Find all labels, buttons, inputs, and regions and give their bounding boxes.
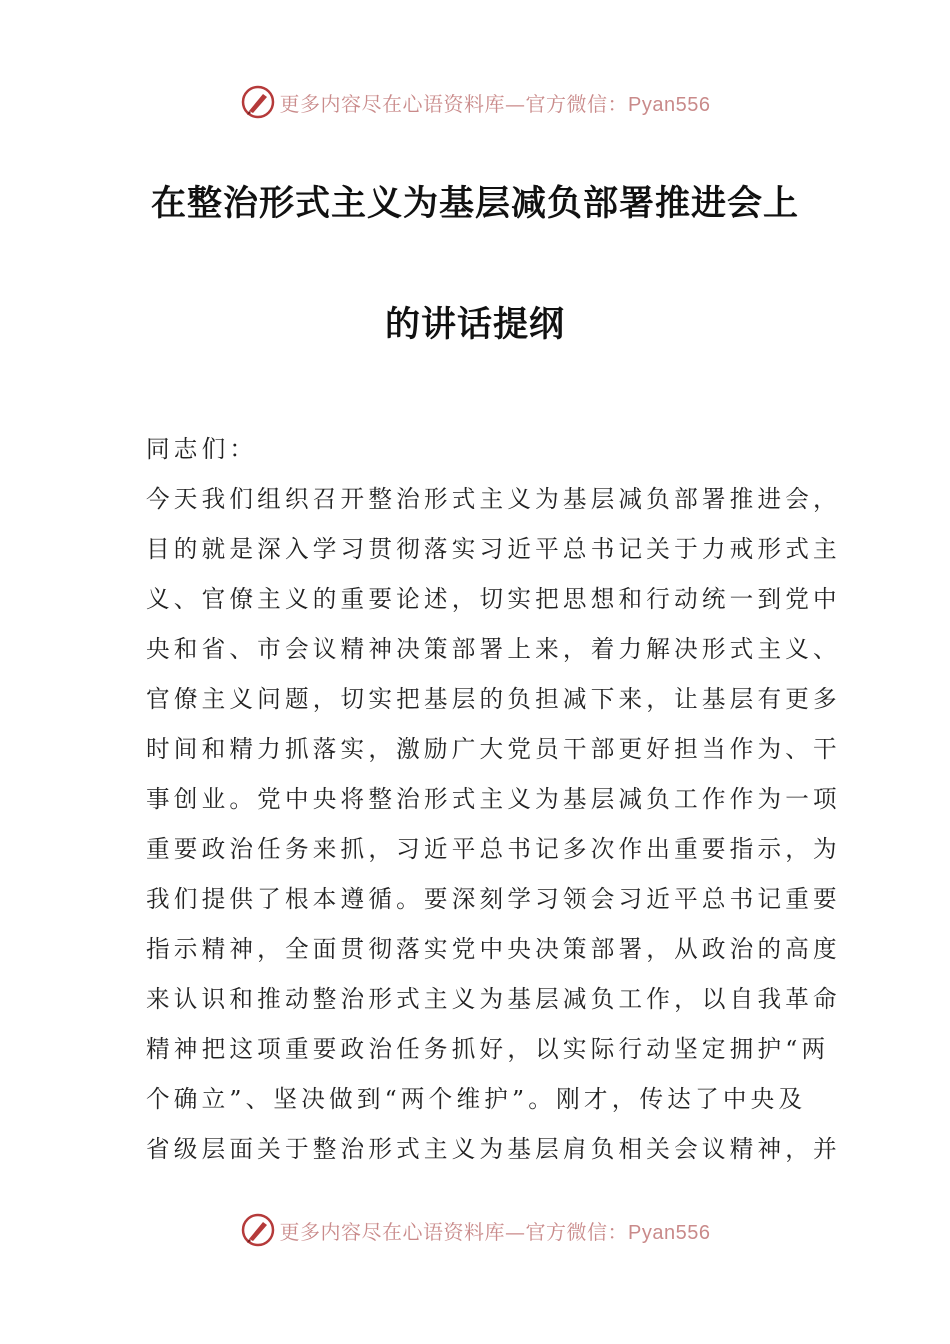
watermark-text [280,1216,711,1245]
paragraph-line: 义、官僚主义的重要论述，切实把思想和行动统一到党中 [146,585,841,613]
watermark-text [280,88,711,117]
paragraph-line: 指示精神，全面贯彻落实党中央决策部署，从政治的高度 [146,935,841,963]
paragraph-line: 事创业。党中央将整治形式主义为基层减负工作作为一项 [146,785,841,813]
watermark-label: 更多内容尽在心语资料库—官方微信： [279,1219,629,1244]
wechat-id: Pyan556 [628,1221,711,1244]
document-title-line-1: 在整治形式主义为基层减负部署推进会上 [150,184,799,224]
paragraph-line: 精神把这项重要政治任务抓好，以实际行动坚定拥护“两 [146,1035,830,1063]
pen-logo-icon [240,84,276,120]
body-paragraph [146,482,841,1182]
paragraph-line: 今天我们组织召开整治形式主义为基层减负部署推进会， [146,485,841,513]
watermark-label: 更多内容尽在心语资料库—官方微信： [279,91,629,116]
paragraph-line: 个确立”、坚决做到“两个维护”。刚才，传达了中央及 [146,1085,807,1113]
paragraph-line: 时间和精力抓落实，激励广大党员干部更好担当作为、干 [146,735,841,763]
paragraph-line: 重要政治任务来抓，习近平总书记多次作出重要指示，为 [146,835,841,863]
salutation: 同志们： [146,435,258,463]
paragraph-line: 官僚主义问题，切实把基层的负担减下来，让基层有更多 [146,685,841,713]
footer-watermark-banner [0,1210,950,1250]
pen-logo-icon [240,1212,276,1248]
paragraph-line: 我们提供了根本遵循。要深刻学习领会习近平总书记重要 [146,885,841,913]
paragraph-line: 央和省、市会议精神决策部署上来，着力解决形式主义、 [146,635,841,663]
paragraph-line: 省级层面关于整治形式主义为基层肩负相关会议精神，并 [146,1135,841,1163]
document-title-line-2: 的讲话提纲 [384,305,565,345]
paragraph-line: 目的就是深入学习贯彻落实习近平总书记关于力戒形式主 [146,535,841,563]
paragraph-line: 来认识和推动整治形式主义为基层减负工作，以自我革命 [146,985,841,1013]
header-watermark-banner [0,82,950,122]
wechat-id: Pyan556 [628,93,711,116]
